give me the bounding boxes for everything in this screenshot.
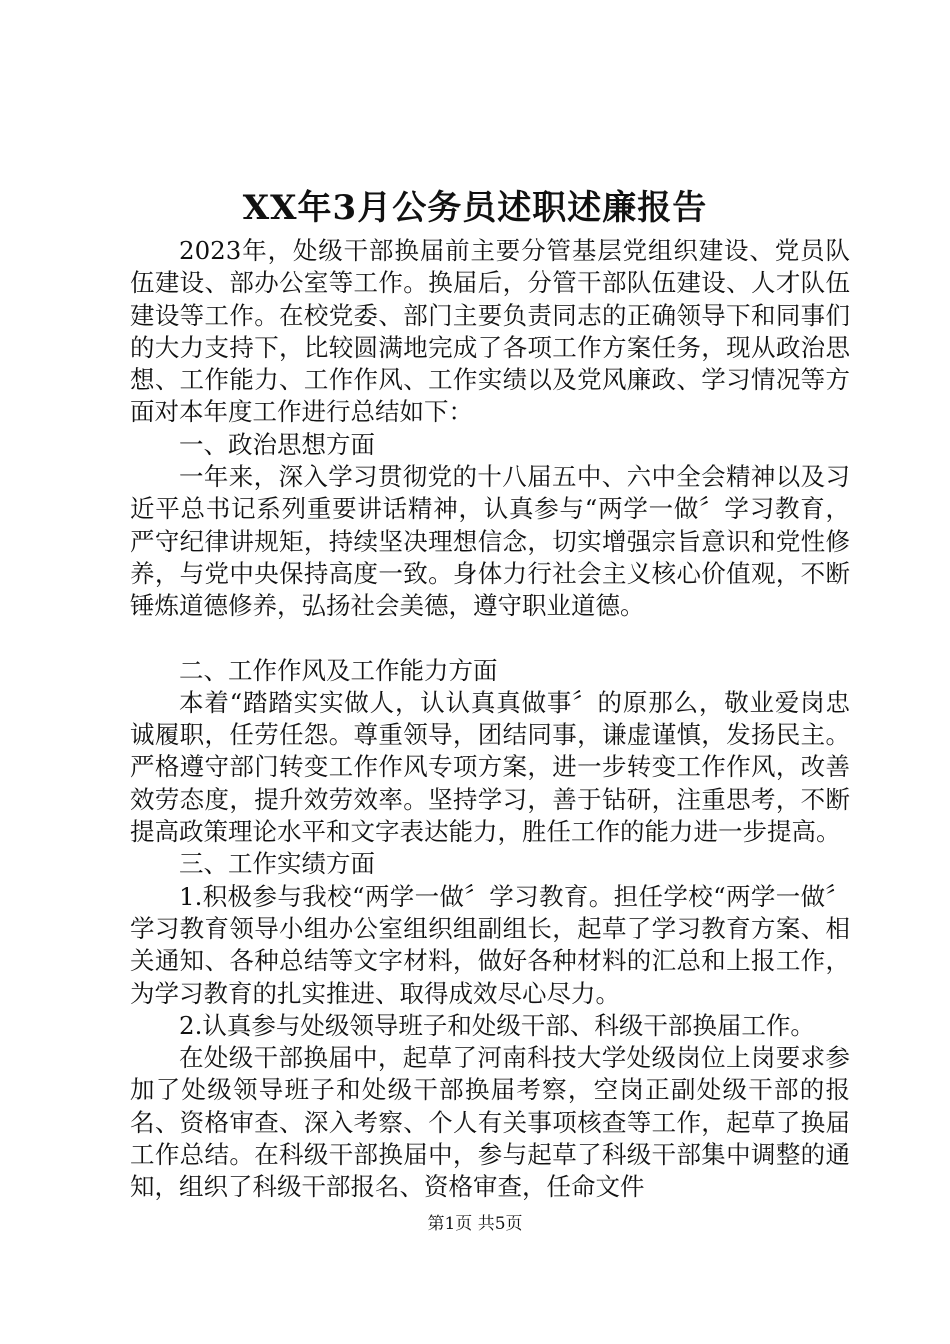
page-footer: 第1页 共5页 [427,1214,523,1234]
section-heading-politics: 一、政治思想方面 [179,429,375,459]
section-heading-work-style: 二、工作作风及工作能力方面 [179,655,498,685]
achievement-detail-paragraph: 在处级干部换届中，起草了河南科技大学处级岗位上岗要求参加了处级领导班子和处级干部换届考察，空岗正副处级干部的报名、资格审查、深入考察、个人有关事项核查等工作，起草了换届工作总结。在科级干部换届中，参与起草了科级干部集中调整的通知，组织了科级干部报名、资格审查，任命文件 [130,1043,850,1202]
intro-paragraph: 2023年，处级干部换届前主要分管基层党组织建设、党员队伍建设、部办公室等工作。换届后，分管干部队伍建设、人才队伍建设等工作。在校党委、部门主要负责同志的正确领导下和同事们的大力支持下，比较圆满地完成了各项工作方案任务，现从政治思想、工作能力、工作作风、工作实绩以及党风廉政、学习情况等方面对本年度工作进行总结如下： [130,236,850,427]
politics-paragraph: 一年来，深入学习贯彻党的十八届五中、六中全会精神以及习近平总书记系列重要讲话精神，认真参与“两学一做〞学习教育，严守纪律讲规矩，持续坚决理想信念，切实增强宗旨意识和党性修养，与党中央保持高度一致。身体力行社会主义核心价值观，不断锤炼道德修养，弘扬社会美德，遵守职业道德。 [130,462,850,621]
work-style-paragraph: 本着“踏踏实实做人，认认真真做事〞的原那么，敬业爱岗忠诚履职，任劳任怨。尊重领导，团结同事，谦虚谨慎，发扬民主。严格遵守部门转变工作作风专项方案，进一步转变工作作风，改善效劳态度，提升效劳效率。坚持学习，善于钻研，注重思考，不断提高政策理论水平和文字表达能力，胜任工作的能力进一步提高。 [130,687,850,847]
document-body [130,235,850,1204]
document-title: XX年3月公务员述职述廉报告 [242,188,708,228]
achievement-item-1: 1.积极参与我校“两学一做〞学习教育。担任学校“两学一做〞学习教育领导小组办公室组织组副组长，起草了学习教育方案、相关通知、各种总结等文字材料，做好各种材料的汇总和上报工作，为学习教育的扎实推进、取得成效尽心尽力。 [130,881,850,1008]
section-heading-achievements: 三、工作实绩方面 [179,849,375,879]
achievement-item-2: 2.认真参与处级领导班子和处级干部、科级干部换届工作。 [179,1010,815,1040]
paragraph-spacer [130,623,850,655]
